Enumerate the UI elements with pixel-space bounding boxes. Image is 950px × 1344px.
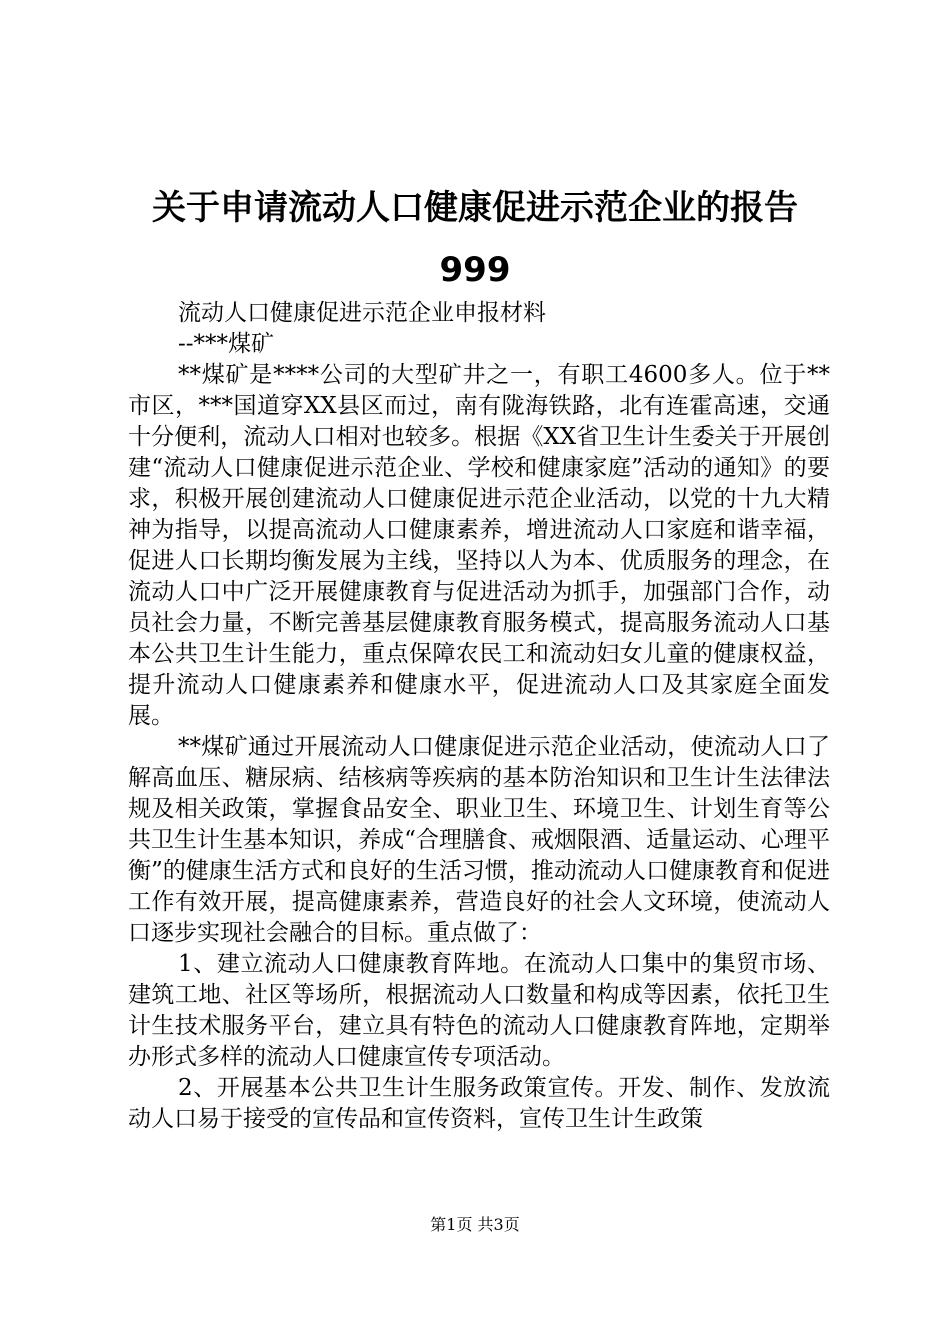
document-author: --***煤矿: [178, 331, 275, 357]
paragraph: **煤矿是****公司的大型矿井之一，有职工4600多人。位于**市区，***国道穿XX县区而过，南有陇海铁路，北有连霍高速，交通十分便利，流动人口相对也较多。根据《XX省卫生计生委关于开展创建“流动人口健康促进示范企业、学校和健康家庭”活动的通知》的要求，积极开展创建流动人口健康促进示范企业活动，以党的十九大精神为指导，以提高流动人口健康素养，增进流动人口家庭和谐幸福，促进人口长期均衡发展为主线，坚持以人为本、优质服务的理念，在流动人口中广泛开展健康教育与促进活动为抓手，加强部门合作，动员社会力量，不断完善基层健康教育服务模式，提高服务流动人口基本公共卫生计生能力，重点保障农民工和流动妇女儿童的健康权益，提升流动人口健康素养和健康水平，促进流动人口及其家庭全面发展。: [128, 362, 830, 729]
page-footer: 第1页 共3页: [430, 1215, 520, 1234]
document-subtitle: 流动人口健康促进示范企业申报材料: [178, 300, 546, 326]
document-body: [128, 298, 830, 1135]
paragraph: 2、开展基本公共卫生计生服务政策宣传。开发、制作、发放流动人口易于接受的宣传品和宣传资料，宣传卫生计生政策: [128, 1075, 830, 1132]
document-title-line2: 999: [439, 250, 511, 290]
document-title-line1: 关于申请流动人口健康促进示范企业的报告: [152, 188, 798, 228]
paragraph: 1、建立流动人口健康教育阵地。在流动人口集中的集贸市场、建筑工地、社区等场所，根据流动人口数量和构成等因素，依托卫生计生技术服务平台，建立具有特色的流动人口健康教育阵地，定期举办形式多样的流动人口健康宣传专项活动。: [128, 951, 830, 1070]
paragraph: **煤矿通过开展流动人口健康促进示范企业活动，使流动人口了解高血压、糖尿病、结核病等疾病的基本防治知识和卫生计生法律法规及相关政策，掌握食品安全、职业卫生、环境卫生、计划生育等公共卫生计生基本知识，养成“合理膳食、戒烟限酒、适量运动、心理平衡”的健康生活方式和良好的生活习惯，推动流动人口健康教育和促进工作有效开展，提高健康素养，营造良好的社会人文环境，使流动人口逐步实现社会融合的目标。重点做了：: [128, 734, 830, 946]
